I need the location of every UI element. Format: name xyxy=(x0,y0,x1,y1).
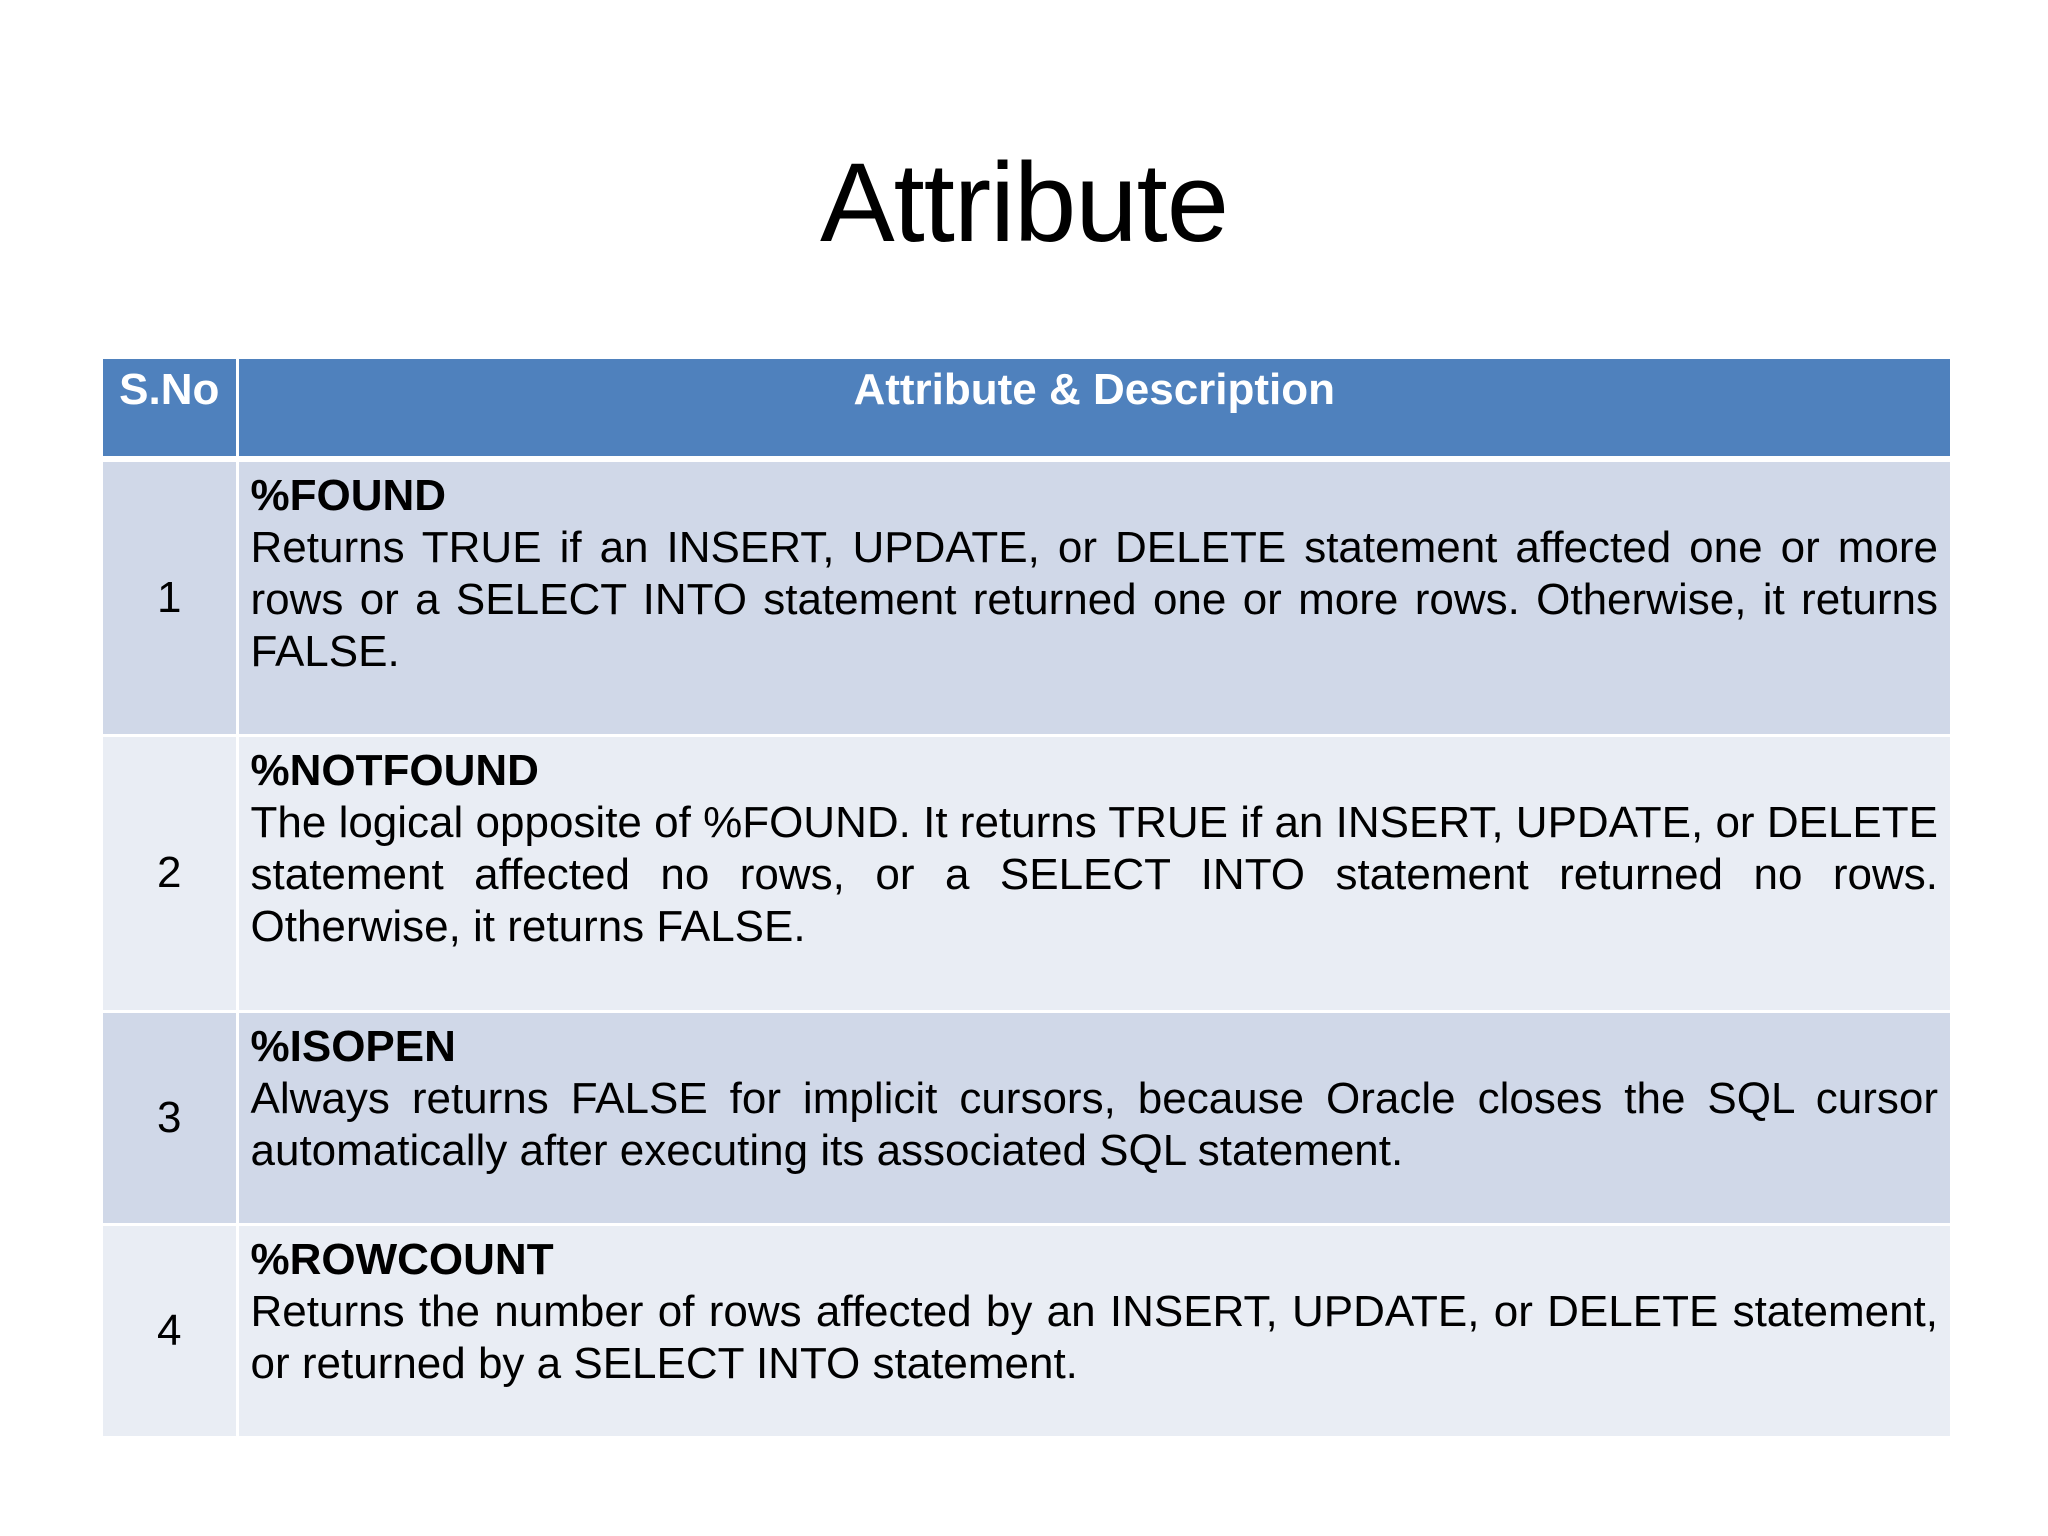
table-row xyxy=(103,459,1950,735)
attribute-cell xyxy=(237,735,1950,1011)
attribute-name: %NOTFOUND xyxy=(250,745,539,795)
table-row xyxy=(103,1224,1950,1437)
attribute-name: %FOUND xyxy=(250,471,447,520)
slide-title: Attribute xyxy=(819,140,1229,265)
row-number: 2 xyxy=(103,735,237,1011)
attribute-description: Returns TRUE if an INSERT, UPDATE, or DELETE statement affected one or more rows or a SELECT INTO statement returned one or more rows. Otherwise, it returns FALSE. xyxy=(250,523,1938,676)
row-number: 1 xyxy=(103,459,237,735)
attribute-description: The logical opposite of %FOUND. It returns TRUE if an INSERT, UPDATE, or DELETE statement affected no rows, or a SELECT INTO statement returned no rows. Otherwise, it returns FALSE. xyxy=(250,797,1938,951)
attribute-table xyxy=(103,359,1950,1439)
attribute-cell xyxy=(237,1224,1950,1437)
attribute-description: Returns the number of rows affected by an INSERT, UPDATE, or DELETE statement, or returned by a SELECT INTO statement. xyxy=(250,1286,1938,1388)
row-number: 4 xyxy=(103,1224,237,1437)
attribute-cell xyxy=(237,1011,1950,1224)
row-number: 3 xyxy=(103,1011,237,1224)
table-row xyxy=(103,735,1950,1011)
attribute-description: Always returns FALSE for implicit cursors, because Oracle closes the SQL cursor automatically after executing its associated SQL statement. xyxy=(250,1073,1938,1175)
attribute-name: %ROWCOUNT xyxy=(250,1234,554,1284)
column-header-sno: S.No xyxy=(103,359,237,459)
attribute-cell xyxy=(237,459,1950,735)
attribute-name: %ISOPEN xyxy=(250,1021,456,1071)
table-row xyxy=(103,1011,1950,1224)
table-header-row xyxy=(103,359,1950,459)
column-header-attribute-description: Attribute & Description xyxy=(237,359,1950,459)
